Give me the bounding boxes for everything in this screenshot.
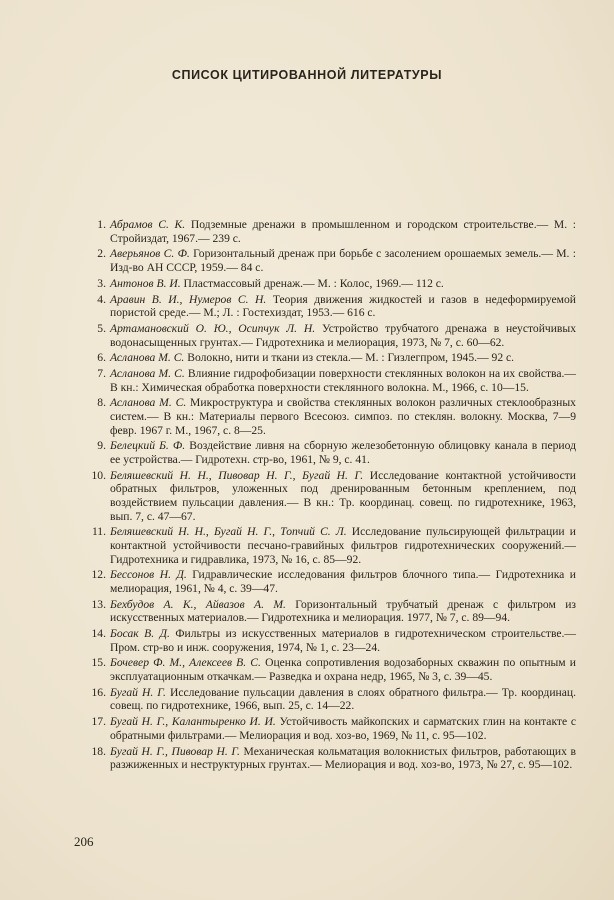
reference-text: Теория движения жидкостей и газов в недеформируемой пористой среде.— М.; Л. : Гостехиздат, 1953.— 616 с. <box>110 292 577 320</box>
reference-text: Исследование контактной устойчивости обратных фильтров, уложенных под дренированным бетонным креплением, под воздействием пульсации давления.— В кн.: Тр. координац. совещ. по гидротехнике, 1963, вып. 7, с. 47—67. <box>110 468 576 523</box>
page-number: 206 <box>74 834 94 849</box>
reference-text: Гидравлические исследования фильтров блочного типа.— Гидротехника и мелиорация, 1961, № 4, с. 39—47. <box>110 568 576 595</box>
reference-item <box>84 568 576 595</box>
reference-number: 6. <box>97 351 106 365</box>
reference-item <box>84 627 576 654</box>
reference-authors: Аверьянов С. Ф. <box>110 247 190 261</box>
reference-authors: Аравин В. И., Нумеров С. Н. <box>110 292 267 306</box>
reference-number: 12. <box>91 568 106 582</box>
reference-authors: Белецкий Б. Ф. <box>110 439 186 453</box>
reference-authors: Бугай Н. Г. <box>110 685 166 699</box>
reference-item <box>84 439 576 466</box>
reference-text: Механическая кольматация волокнистых фильтров, работающих в разжиженных и неструктурных грунтах.— Мелиорация и вод. хоз-во, 1973, № 27, с. 95—102. <box>110 744 576 772</box>
reference-number: 18. <box>91 744 106 758</box>
reference-text: Исследование пульсирующей фильтрации и контактной устойчивости песчано-гравийных фильтров гидротехнических сооружений.— Гидротехника и гидравлика, 1973, № 16, с. 85—92. <box>110 525 576 566</box>
reference-authors: Асланова М. С. <box>110 367 185 381</box>
reference-text: Влияние гидрофобизации поверхности стеклянных волокон на их свойства.— В кн.: Химическая обработка поверхности стеклянного волокна. М., 1966, с. 10—15. <box>110 367 576 394</box>
reference-item <box>84 525 576 566</box>
reference-list <box>84 218 576 774</box>
reference-item <box>84 247 576 274</box>
reference-authors: Бугай Н. Г., Калантыренко И. И. <box>110 715 276 729</box>
reference-number: 1. <box>97 218 106 231</box>
reference-number: 14. <box>91 627 106 641</box>
reference-item <box>84 715 576 742</box>
reference-number: 10. <box>91 468 106 482</box>
reference-authors: Асланова М. С. <box>110 351 185 365</box>
reference-item <box>84 598 576 625</box>
reference-number: 17. <box>91 715 106 729</box>
reference-text: Исследование пульсации давления в слоях обратного фильтра.— Тр. координац. совещ. по гидротехнике, 1966, вып. 25, с. 14—22. <box>110 685 576 713</box>
reference-number: 7. <box>97 367 106 381</box>
reference-text: Устойчивость майкопских и сарматских глин на контакте с обратными фильтрами.— Мелиорация и вод. хоз-во, 1969, № 11, с. 95—102. <box>110 715 576 742</box>
reference-text: Фильтры из искусственных материалов в гидротехническом строительстве.— Пром. стр-во и инж. сооружения, 1974, № 1, с. 23—24. <box>110 627 576 654</box>
reference-authors: Антонов В. И. <box>110 276 181 290</box>
reference-number: 9. <box>97 439 106 453</box>
reference-number: 13. <box>91 597 106 611</box>
reference-item <box>84 745 576 772</box>
reference-item <box>84 322 576 349</box>
reference-text: Оценка сопротивления водозаборных скважин по опытным и эксплуатационным откачкам.— Разведка и охрана недр, 1965, № 3, с. 39—45. <box>110 656 577 684</box>
reference-text: Пластмассовый дренаж.— М. : Колос, 1969.— 112 с. <box>180 276 444 290</box>
reference-authors: Абрамов С. К. <box>110 218 186 231</box>
reference-number: 2. <box>97 247 106 261</box>
reference-text: Устройство трубчатого дренажа в неустойчивых водонасыщенных грунтах.— Гидротехника и мелиорация, 1973, № 7, с. 60—62. <box>110 321 576 349</box>
reference-authors: Бехбудов А. К., Айвазов А. М. <box>110 597 286 611</box>
reference-item <box>84 367 576 394</box>
reference-text: Волокно, нити и ткани из стекла.— М. : Гизлегпром, 1945.— 92 с. <box>184 351 515 365</box>
reference-item <box>84 469 576 523</box>
reference-item <box>84 293 576 320</box>
reference-number: 5. <box>97 321 106 335</box>
reference-text: Подземные дренажи в промышленном и городском строительстве.— М. : Стройиздат, 1967.— 239 с. <box>110 218 576 245</box>
reference-authors: Бессонов Н. Д. <box>110 568 187 582</box>
reference-text: Микроструктура и свойства стеклянных волокон различных стеклообразных систем.— В кн.: Материалы первого Всесоюз. симпоз. по стеклян. волокну. Москва, 7—9 февр. 1967 г. М., 1967, с. 8—25. <box>110 396 576 437</box>
reference-authors: Асланова М. С. <box>110 396 187 410</box>
reference-authors: Артамановский О. Ю., Осипчук Л. Н. <box>110 321 316 335</box>
reference-number: 8. <box>97 396 106 410</box>
reference-number: 11. <box>91 525 106 539</box>
reference-number: 4. <box>97 292 106 306</box>
reference-text: Горизонтальный дренаж при борьбе с засолением орошаемых земель.— М. : Изд-во АН СССР, 1959.— 84 с. <box>110 247 576 274</box>
reference-text: Воздействие ливня на сборную железобетонную облицовку канала в период ее устройства.— Гидротехн. стр-во, 1961, № 9, с. 41. <box>110 439 576 466</box>
reference-item <box>84 277 576 291</box>
reference-number: 16. <box>91 685 106 699</box>
reference-item <box>84 656 576 683</box>
reference-authors: Беляшевский Н. Н., Бугай Н. Г., Топчий С. Л. <box>110 525 347 539</box>
reference-item <box>84 686 576 713</box>
reference-authors: Бочевер Ф. М., Алексеев В. С. <box>110 656 261 670</box>
reference-authors: Босак В. Д. <box>110 627 170 641</box>
reference-item <box>84 396 576 437</box>
reference-text: Горизонтальный трубчатый дренаж с фильтром из искусственных материалов.— Гидротехника и мелиорация. 1977, № 7, с. 89—94. <box>110 597 577 625</box>
reference-number: 3. <box>97 276 106 290</box>
reference-authors: Беляшевский Н. Н., Пивовар Н. Г., Бугай Н. Г. <box>110 468 364 482</box>
reference-item <box>84 351 576 365</box>
page-title: СПИСОК ЦИТИРОВАННОЙ ЛИТЕРАТУРЫ <box>171 68 443 82</box>
reference-item <box>84 218 576 245</box>
reference-number: 15. <box>91 656 106 670</box>
reference-authors: Бугай Н. Г., Пивовар Н. Г. <box>110 744 240 758</box>
